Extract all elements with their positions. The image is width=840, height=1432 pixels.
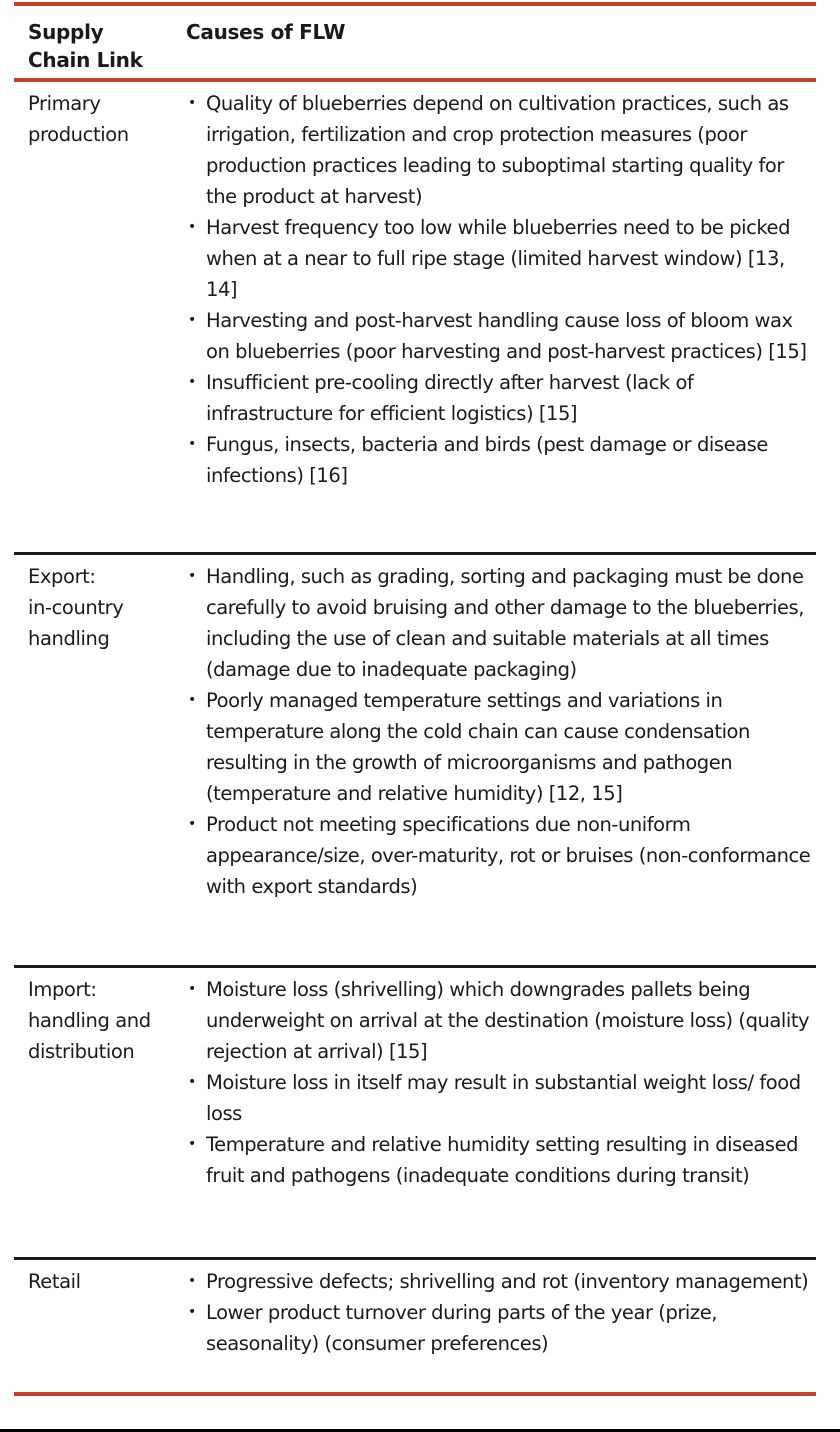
link-line: production	[28, 123, 129, 146]
bullet-icon: •	[188, 95, 196, 111]
flw-causes-table	[14, 2, 816, 1396]
cause-text: Moisture loss (shrivelling) which downgrades pallets being underweight on arrival at the destination (moisture loss) (quality rejection at arrival) [15]	[206, 978, 810, 1063]
cause-text: Insufficient pre-cooling directly after harvest (lack of infrastructure for efficient logistics) [15]	[206, 371, 694, 425]
cause-item	[186, 305, 816, 367]
table-row-export	[14, 555, 816, 965]
cause-item	[186, 809, 816, 902]
cause-item	[186, 1297, 816, 1359]
link-line: in-country	[28, 596, 124, 619]
link-line: handling and	[28, 1009, 151, 1032]
cause-item	[186, 974, 816, 1067]
supply-chain-link-cell	[14, 555, 186, 965]
causes-list	[186, 88, 816, 491]
causes-list	[186, 1266, 816, 1359]
causes-list	[186, 974, 816, 1191]
cause-text: Product not meeting specifications due non-uniform appearance/size, over-maturity, rot or bruises (non-conformance with export standards)	[206, 813, 811, 898]
link-line: Primary	[28, 92, 101, 115]
bullet-icon: •	[188, 374, 196, 390]
bullet-icon: •	[188, 1273, 196, 1289]
bullet-icon: •	[188, 1074, 196, 1090]
cause-text: Temperature and relative humidity setting resulting in diseased fruit and pathogens (inadequate conditions during transit)	[206, 1133, 799, 1187]
bullet-icon: •	[188, 219, 196, 235]
supply-chain-link-cell	[14, 968, 186, 1257]
link-line: Retail	[28, 1270, 81, 1293]
table-row-primary-production	[14, 82, 816, 552]
table-row-import	[14, 968, 816, 1257]
causes-list	[186, 561, 816, 902]
bullet-icon: •	[188, 692, 196, 708]
cause-text: Lower product turnover during parts of the year (prize, seasonality) (consumer preferences)	[206, 1301, 717, 1355]
table-header-row	[14, 6, 816, 78]
header-supply-chain-link	[14, 6, 186, 78]
table-bottom-rule	[14, 1392, 816, 1396]
header-causes-of-flw: Causes of FLW	[186, 20, 346, 44]
header-line: Supply	[28, 20, 104, 44]
causes-cell	[186, 968, 816, 1257]
bullet-icon: •	[188, 1136, 196, 1152]
table-row-retail	[14, 1260, 816, 1392]
link-line: Export:	[28, 565, 96, 588]
cause-text: Quality of blueberries depend on cultivation practices, such as irrigation, fertilization and crop protection measures (poor production practices leading to suboptimal starting quality for the product at harvest)	[206, 92, 789, 208]
header-line: Chain Link	[28, 48, 143, 72]
bullet-icon: •	[188, 312, 196, 328]
supply-chain-link-cell	[14, 82, 186, 552]
cause-item	[186, 1266, 816, 1297]
bullet-icon: •	[188, 1304, 196, 1320]
bullet-icon: •	[188, 816, 196, 832]
cause-item	[186, 1129, 816, 1191]
causes-cell	[186, 82, 816, 552]
cause-text: Progressive defects; shrivelling and rot (inventory management)	[206, 1270, 809, 1293]
cause-item	[186, 685, 816, 809]
cause-text: Harvesting and post-harvest handling cause loss of bloom wax on blueberries (poor harvesting and post-harvest practices) [15]	[206, 309, 807, 363]
causes-cell	[186, 1260, 816, 1392]
cause-text: Harvest frequency too low while blueberries need to be picked when at a near to full ripe stage (limited harvest window) [13, 14]	[206, 216, 791, 301]
link-line: handling	[28, 627, 110, 650]
cause-text: Poorly managed temperature settings and variations in temperature along the cold chain can cause condensation resulting in the growth of microorganisms and pathogen (temperature and relative humidity) [12, 15]	[206, 689, 750, 805]
cause-text: Fungus, insects, bacteria and birds (pest damage or disease infections) [16]	[206, 433, 768, 487]
cause-item	[186, 212, 816, 305]
cause-text: Handling, such as grading, sorting and packaging must be done carefully to avoid bruising and other damage to the blueberries, including the use of clean and suitable materials at all times (damage due to inadequate packaging)	[206, 565, 804, 681]
bullet-icon: •	[188, 568, 196, 584]
link-line: Import:	[28, 978, 97, 1001]
bullet-icon: •	[188, 981, 196, 997]
cause-item	[186, 561, 816, 685]
cause-item	[186, 367, 816, 429]
cause-item	[186, 429, 816, 491]
supply-chain-link-cell	[14, 1260, 186, 1392]
cause-item	[186, 88, 816, 212]
link-line: distribution	[28, 1040, 135, 1063]
causes-cell	[186, 555, 816, 965]
cause-item	[186, 1067, 816, 1129]
bullet-icon: •	[188, 436, 196, 452]
cause-text: Moisture loss in itself may result in substantial weight loss/ food loss	[206, 1071, 801, 1125]
